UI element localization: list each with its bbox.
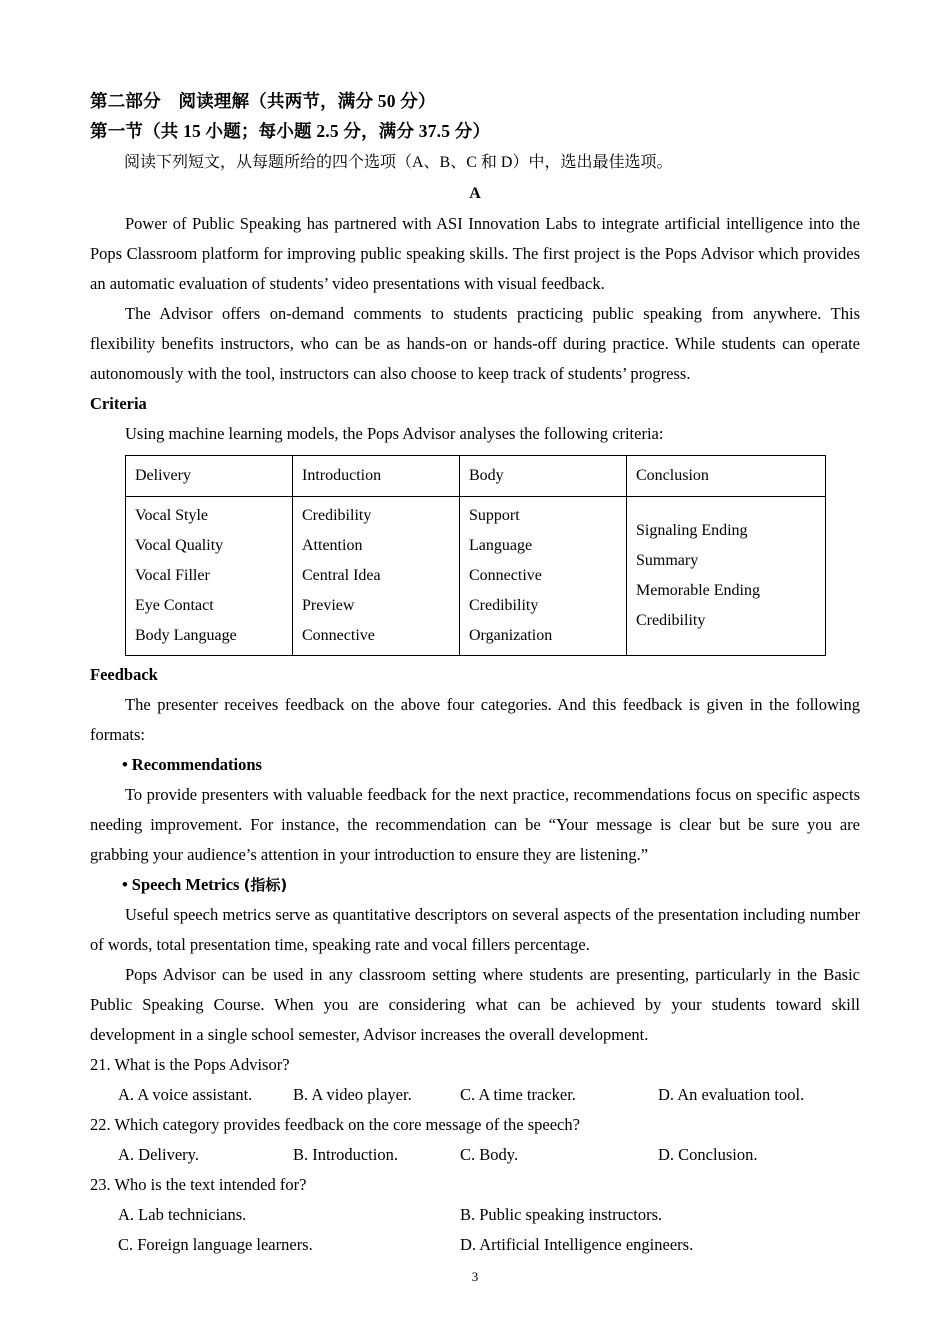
list-item: Vocal Filler — [135, 567, 210, 584]
question-23-stem: 23. Who is the text intended for? — [90, 1175, 307, 1194]
table-header-delivery: Delivery — [126, 456, 293, 497]
question-23-options-row-1 — [90, 1200, 860, 1230]
bullet-icon: • — [122, 875, 128, 894]
bullet-speech-metrics-gloss: (指标) — [243, 876, 288, 894]
criteria-intro: Using machine learning models, the Pops Advisor analyses the following criteria: — [125, 424, 664, 443]
delivery-list — [135, 501, 292, 651]
part-heading: 第二部分 阅读理解（共两节，满分 50 分） — [90, 91, 436, 111]
list-item: Connective — [302, 627, 375, 644]
question-22-stem: 22. Which category provides feedback on the core message of the speech? — [90, 1115, 580, 1134]
option-21-c[interactable]: C. A time tracker. — [460, 1085, 576, 1104]
table-header-row — [126, 456, 826, 497]
page-number: 3 — [471, 1269, 479, 1284]
list-item: Support — [469, 507, 520, 524]
criteria-table-wrap — [125, 455, 785, 656]
table-cell-body — [460, 497, 627, 656]
bullet-icon: • — [122, 755, 128, 774]
bullet-speech-metrics-label: Speech Metrics — [131, 875, 244, 894]
question-21-stem: 21. What is the Pops Advisor? — [90, 1055, 290, 1074]
option-22-b[interactable]: B. Introduction. — [293, 1145, 398, 1164]
table-cell-conclusion — [627, 497, 826, 656]
passage-paragraph-1: Power of Public Speaking has partnered with ASI Innovation Labs to integrate artificial intelligence into the Pops Classroom platform for improving public speaking skills. The first project is the Pops Advisor which provides an automatic evaluation of students’ video presentations with visual feedback. — [90, 214, 860, 293]
list-item: Vocal Quality — [135, 537, 224, 554]
feedback-heading: Feedback — [90, 665, 158, 684]
table-header-body: Body — [460, 456, 627, 497]
list-item: Credibility — [636, 612, 706, 629]
list-item: Signaling Ending — [636, 522, 748, 539]
section-instruction: 阅读下列短文，从每题所给的四个选项（A、B、C 和 D）中，选出最佳选项。 — [124, 154, 673, 171]
body-list — [469, 501, 626, 651]
option-22-d[interactable]: D. Conclusion. — [658, 1145, 758, 1164]
page-content — [90, 86, 860, 1260]
list-item: Language — [469, 537, 533, 554]
list-item: Summary — [636, 552, 699, 569]
question-22-options — [90, 1140, 860, 1170]
bullet-recommendations-label: Recommendations — [131, 755, 262, 774]
list-item: Vocal Style — [135, 507, 209, 524]
introduction-list — [302, 501, 459, 651]
bullet-recommendations — [90, 750, 860, 780]
option-23-a[interactable]: A. Lab technicians. — [118, 1205, 247, 1224]
list-item: Preview — [302, 597, 355, 614]
metrics-text: Useful speech metrics serve as quantitative descriptors on several aspects of the presentation including number of words, total presentation time, speaking rate and vocal fillers percentage. — [90, 905, 860, 954]
list-item: Organization — [469, 627, 553, 644]
list-item: Attention — [302, 537, 363, 554]
table-header-introduction: Introduction — [293, 456, 460, 497]
feedback-intro: The presenter receives feedback on the above four categories. And this feedback is given in the following formats: — [90, 695, 860, 744]
question-21-options — [90, 1080, 860, 1110]
option-23-c[interactable]: C. Foreign language learners. — [118, 1235, 313, 1254]
table-cell-delivery — [126, 497, 293, 656]
list-item: Memorable Ending — [636, 582, 760, 599]
question-23-options-row-2 — [90, 1230, 860, 1260]
option-21-d[interactable]: D. An evaluation tool. — [658, 1085, 805, 1104]
criteria-heading: Criteria — [90, 394, 147, 413]
option-22-c[interactable]: C. Body. — [460, 1145, 519, 1164]
option-23-d[interactable]: D. Artificial Intelligence engineers. — [460, 1235, 694, 1254]
passage-paragraph-2: The Advisor offers on-demand comments to students practicing public speaking from anywhere. This flexibility benefits instructors, who can be as hands-on or hands-off during practice. While students can operate autonomously with the tool, instructors can also choose to keep track of students’ progress. — [90, 304, 860, 383]
conclusion-list — [636, 516, 825, 636]
list-item: Credibility — [469, 597, 539, 614]
table-body-row — [126, 497, 826, 656]
section-heading: 第一节（共 15 小题；每小题 2.5 分，满分 37.5 分） — [90, 121, 491, 141]
list-item: Body Language — [135, 627, 237, 644]
passage-letter: A — [469, 185, 481, 202]
closing-text: Pops Advisor can be used in any classroom setting where students are presenting, particularly in the Basic Public Speaking Course. When you are considering what can be achieved by your students toward skill development in a single school semester, Advisor increases the overall development. — [90, 965, 860, 1044]
table-cell-introduction — [293, 497, 460, 656]
bullet-speech-metrics — [90, 870, 860, 900]
option-21-a[interactable]: A. A voice assistant. — [118, 1085, 253, 1104]
option-22-a[interactable]: A. Delivery. — [118, 1145, 199, 1164]
criteria-table — [125, 455, 826, 656]
option-21-b[interactable]: B. A video player. — [293, 1085, 412, 1104]
recommendations-text: To provide presenters with valuable feedback for the next practice, recommendations focus on specific aspects needing improvement. For instance, the recommendation can be “Your message is clear but be sure you are grabbing your audience’s attention in your introduction to ensure they are listening.” — [90, 785, 860, 864]
list-item: Credibility — [302, 507, 372, 524]
option-23-b[interactable]: B. Public speaking instructors. — [460, 1205, 663, 1224]
table-header-conclusion: Conclusion — [627, 456, 826, 497]
list-item: Eye Contact — [135, 597, 214, 614]
list-item: Central Idea — [302, 567, 381, 584]
list-item: Connective — [469, 567, 542, 584]
